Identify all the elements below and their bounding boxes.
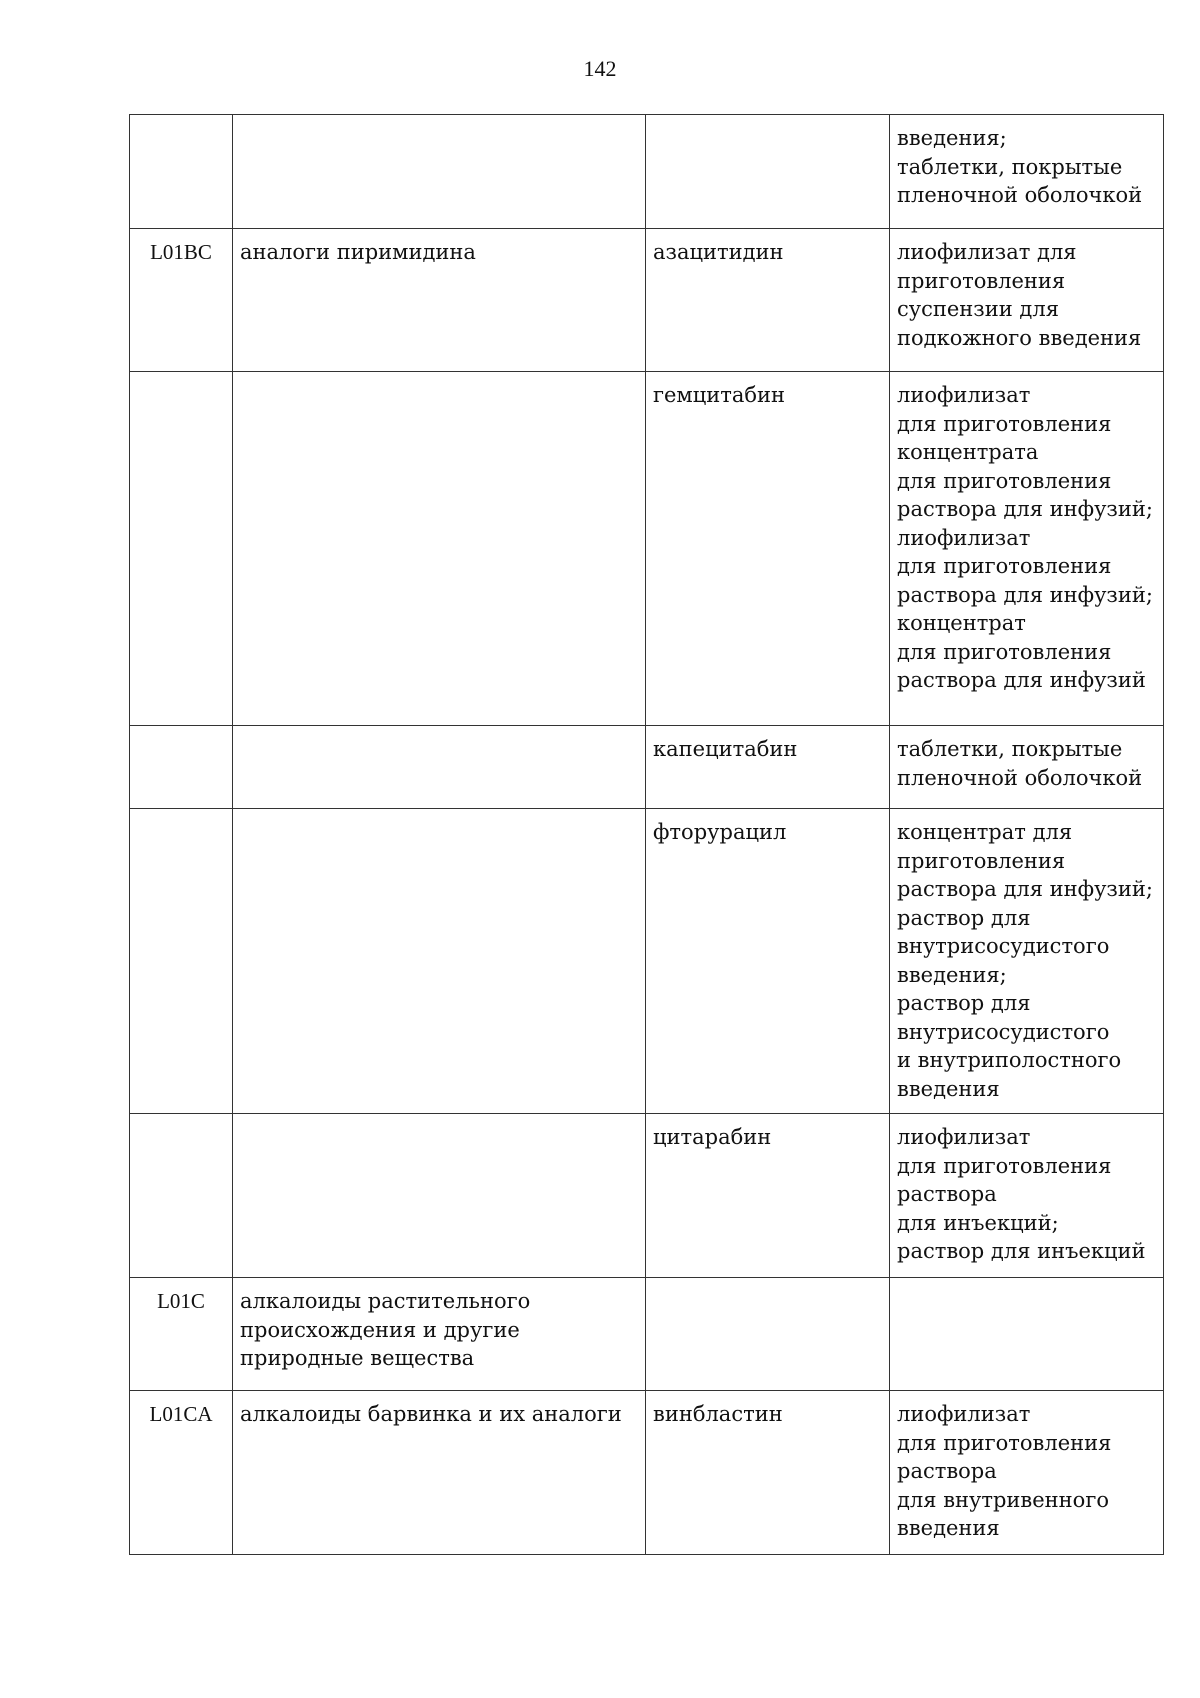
group-name-cell: аналоги пиримидина [233, 229, 646, 372]
dosage-form-cell: лиофилизат для приготовления концентрата для приготовления раствора для инфузий; лиофилизат для приготовления раствора для инфузий; концентрат для приготовления раствора для инфузий [890, 372, 1164, 726]
dosage-form-cell: лиофилизат для приготовления суспензии для подкожного введения [890, 229, 1164, 372]
atc-code-cell [130, 809, 233, 1114]
page-number: 142 [583, 56, 617, 81]
atc-code-cell: L01CA [130, 1391, 233, 1555]
drug-name-cell: фторурацил [646, 809, 890, 1114]
dosage-form-cell [890, 1278, 1164, 1391]
drug-table [129, 114, 1164, 1555]
drug-name-cell: цитарабин [646, 1114, 890, 1278]
atc-code-cell [130, 372, 233, 726]
dosage-form-cell: лиофилизат для приготовления раствора для внутривенного введения [890, 1391, 1164, 1555]
atc-code-cell: L01BC [130, 229, 233, 372]
dosage-form-cell: лиофилизат для приготовления раствора для инъекций; раствор для инъекций [890, 1114, 1164, 1278]
group-name-cell [233, 726, 646, 809]
table-row [130, 726, 1164, 809]
table-row [130, 1391, 1164, 1555]
drug-name-cell [646, 1278, 890, 1391]
drug-name-cell: винбластин [646, 1391, 890, 1555]
table-row [130, 809, 1164, 1114]
group-name-cell: алкалоиды растительного происхождения и другие природные вещества [233, 1278, 646, 1391]
group-name-cell [233, 1114, 646, 1278]
drug-name-cell: капецитабин [646, 726, 890, 809]
table-row [130, 372, 1164, 726]
atc-code-cell [130, 1114, 233, 1278]
drug-name-cell: азацитидин [646, 229, 890, 372]
group-name-cell [233, 372, 646, 726]
dosage-form-cell: таблетки, покрытые пленочной оболочкой [890, 726, 1164, 809]
drug-name-cell: гемцитабин [646, 372, 890, 726]
table-row [130, 115, 1164, 229]
atc-code-cell [130, 726, 233, 809]
group-name-cell: алкалоиды барвинка и их аналоги [233, 1391, 646, 1555]
table-row [130, 229, 1164, 372]
table-row [130, 1114, 1164, 1278]
drug-name-cell [646, 115, 890, 229]
table-row [130, 1278, 1164, 1391]
dosage-form-cell: концентрат для приготовления раствора для инфузий; раствор для внутрисосудистого введения; раствор для внутрисосудистого и внутриполостного введения [890, 809, 1164, 1114]
atc-code-cell [130, 115, 233, 229]
atc-code-cell: L01C [130, 1278, 233, 1391]
group-name-cell [233, 115, 646, 229]
group-name-cell [233, 809, 646, 1114]
dosage-form-cell: введения; таблетки, покрытые пленочной оболочкой [890, 115, 1164, 229]
